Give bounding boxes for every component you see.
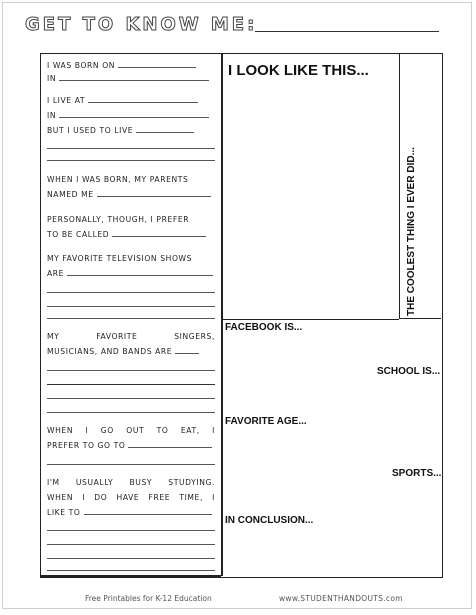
page-title: GET TO KNOW ME: [25, 14, 258, 35]
prompt-live-at: I LIVE AT [47, 93, 215, 109]
prompt-tv: MY FAVORITE TELEVISION SHOWS [47, 254, 193, 263]
prompt-born-on: I WAS BORN ON [47, 58, 215, 74]
prompt-prefer: PERSONALLY, THOUGH, I PREFER [47, 215, 190, 224]
footer-tagline: Free Printables for K-12 Education [85, 594, 212, 603]
answer-line [47, 148, 215, 149]
answer-line [47, 398, 215, 399]
worksheet-frame [40, 53, 443, 578]
answer-line [47, 384, 215, 385]
answer-line [47, 558, 215, 559]
answer-line [47, 370, 215, 371]
answer-line [47, 464, 215, 465]
question-conclusion: IN CONCLUSION... [225, 515, 314, 526]
answer-line [47, 306, 215, 307]
prompt-like-to: LIKE TO [47, 505, 215, 521]
answer-line [47, 292, 215, 293]
prompt-eat: WHEN I GO OUT TO EAT, I [47, 426, 215, 435]
self-portrait-box [221, 54, 399, 320]
prompt-free-time: WHEN I DO HAVE FREE TIME, I [47, 493, 215, 502]
prompt-busy: I'M USUALLY BUSY STUDYING. [47, 478, 215, 487]
question-school: SCHOOL IS... [377, 366, 441, 377]
left-column [41, 54, 223, 576]
prompt-called: TO BE CALLED [47, 227, 215, 243]
prompt-parents-named: WHEN I WAS BORN, MY PARENTS [47, 175, 189, 184]
question-favorite-age: FAVORITE AGE... [225, 416, 307, 427]
prompt-prefer-go: PREFER TO GO TO [47, 438, 215, 454]
prompt-live-in: IN [47, 108, 215, 124]
self-portrait-title: I LOOK LIKE THIS... [228, 62, 369, 79]
answer-line [47, 160, 215, 161]
answer-line [47, 570, 215, 571]
question-sports: SPORTS... [392, 468, 442, 479]
answer-line [47, 412, 215, 413]
prompt-singers: MY FAVORITE SINGERS, [47, 332, 215, 341]
name-blank-line [255, 31, 439, 32]
column-shadow [40, 575, 221, 578]
prompt-used-to-live: BUT I USED TO LIVE [47, 123, 215, 139]
prompt-born-in: IN [47, 71, 215, 87]
footer-url: www.STUDENTHANDOUTS.com [279, 594, 403, 603]
worksheet-page [2, 2, 472, 609]
prompt-tv-are: ARE [47, 266, 215, 282]
answer-line [47, 318, 215, 319]
coolest-thing-label: THE COOLEST THING I EVER DID... [406, 147, 417, 316]
question-facebook: FACEBOOK IS... [225, 322, 303, 333]
prompt-bands: MUSICIANS, AND BANDS ARE [47, 344, 215, 360]
answer-line [47, 544, 215, 545]
prompt-named-me: NAMED ME [47, 187, 215, 203]
answer-line [47, 530, 215, 531]
coolest-thing-column [399, 54, 441, 319]
